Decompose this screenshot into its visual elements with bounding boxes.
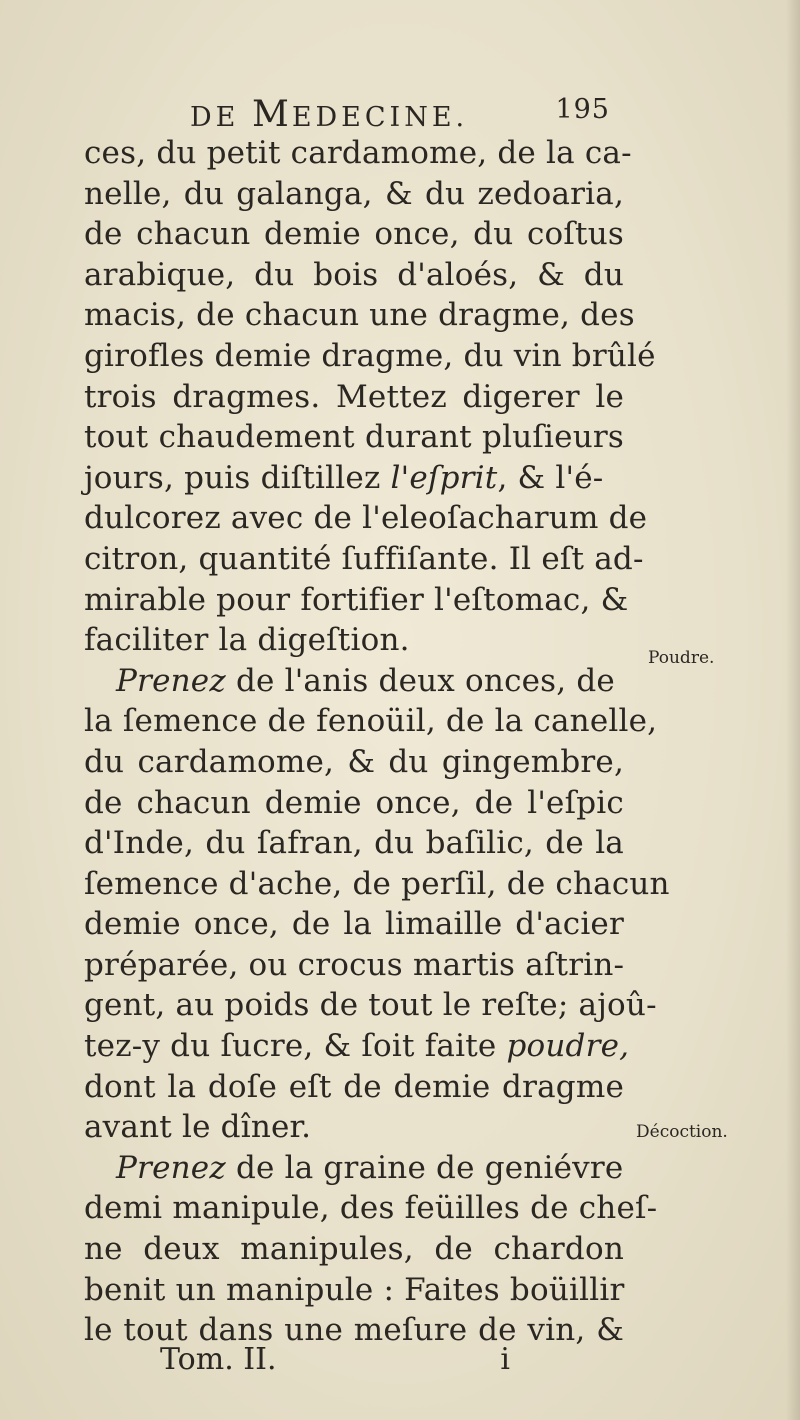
page-number: 195 bbox=[555, 94, 610, 125]
text-line: de chacun demie once, du coſtus bbox=[84, 216, 624, 253]
running-title: DE MEDECINE. bbox=[190, 94, 469, 135]
italic-term: l'eſprit bbox=[390, 459, 498, 496]
text-line: d'Inde, du ſafran, du baſilic, de la bbox=[84, 825, 624, 862]
text-line: jours, puis diſtillez l'eſprit, & l'é- bbox=[84, 459, 604, 496]
text-line: mirable pour fortifier l'eſtomac, & bbox=[84, 581, 629, 618]
text-line: ſemence d'ache, de perſil, de chacun bbox=[84, 865, 670, 902]
text-line: le tout dans une meſure de vin, & bbox=[84, 1312, 624, 1349]
text-line: avant le dîner. bbox=[84, 1109, 312, 1146]
text-line: ces, du petit cardamome, de la ca- bbox=[84, 135, 632, 171]
text-line: nelle, du galanga, & du zedoaria, bbox=[84, 175, 624, 212]
text-line: de chacun demie once, de l'eſpic bbox=[84, 784, 624, 821]
text-line: préparée, ou crocus martis aſtrin- bbox=[84, 946, 625, 983]
text-line: la ſemence de fenoüil, de la canelle, bbox=[84, 703, 658, 740]
italic-term: Prenez bbox=[116, 1149, 226, 1186]
margin-note-decoction: Décoction. bbox=[636, 1122, 728, 1142]
text-line: citron, quantité ſuffiſante. Il eſt ad- bbox=[84, 540, 644, 577]
margin-note-poudre: Poudre. bbox=[648, 648, 715, 668]
text-line: trois dragmes. Mettez digerer le bbox=[84, 378, 624, 415]
text-line: arabique, du bois d'aloés, & du bbox=[84, 256, 624, 293]
text-line: gent, au poids de tout le reſte; ajoû- bbox=[84, 987, 657, 1024]
italic-term: poudre, bbox=[506, 1028, 630, 1065]
text-line: faciliter la digeſtion. bbox=[84, 622, 410, 659]
text-line: du cardamome, & du gingembre, bbox=[84, 743, 624, 780]
body-text bbox=[84, 133, 670, 1351]
text-line: macis, de chacun une dragme, des bbox=[84, 297, 635, 334]
volume-mark: Tom. II. bbox=[160, 1342, 277, 1377]
text-line: benit un manipule : Faites boüillir bbox=[84, 1271, 625, 1308]
text-line: demi manipule, des feüilles de cheſ- bbox=[84, 1190, 658, 1227]
signature-mark: i bbox=[500, 1342, 510, 1377]
running-header bbox=[190, 94, 610, 134]
text-line: ne deux manipules, de chardon bbox=[84, 1231, 624, 1268]
italic-term: Prenez bbox=[116, 662, 226, 699]
text-line: dulcorez avec de l'eleoſacharum de bbox=[84, 500, 648, 537]
page-edge-shadow bbox=[786, 0, 800, 1420]
text-line: demie once, de la limaille d'acier bbox=[84, 906, 624, 943]
text-line: Prenez de la graine de geniévre bbox=[116, 1149, 624, 1186]
text-line: girofles demie dragme, du vin brûlé bbox=[84, 337, 656, 374]
text-line: tout chaudement durant pluſieurs bbox=[84, 419, 624, 456]
text-line: tez-y du ſucre, & ſoit faite poudre, bbox=[84, 1028, 630, 1065]
page-footer bbox=[160, 1342, 520, 1382]
text-line: Prenez de l'anis deux onces, de bbox=[116, 662, 615, 699]
text-line: dont la doſe eſt de demie dragme bbox=[84, 1068, 624, 1105]
